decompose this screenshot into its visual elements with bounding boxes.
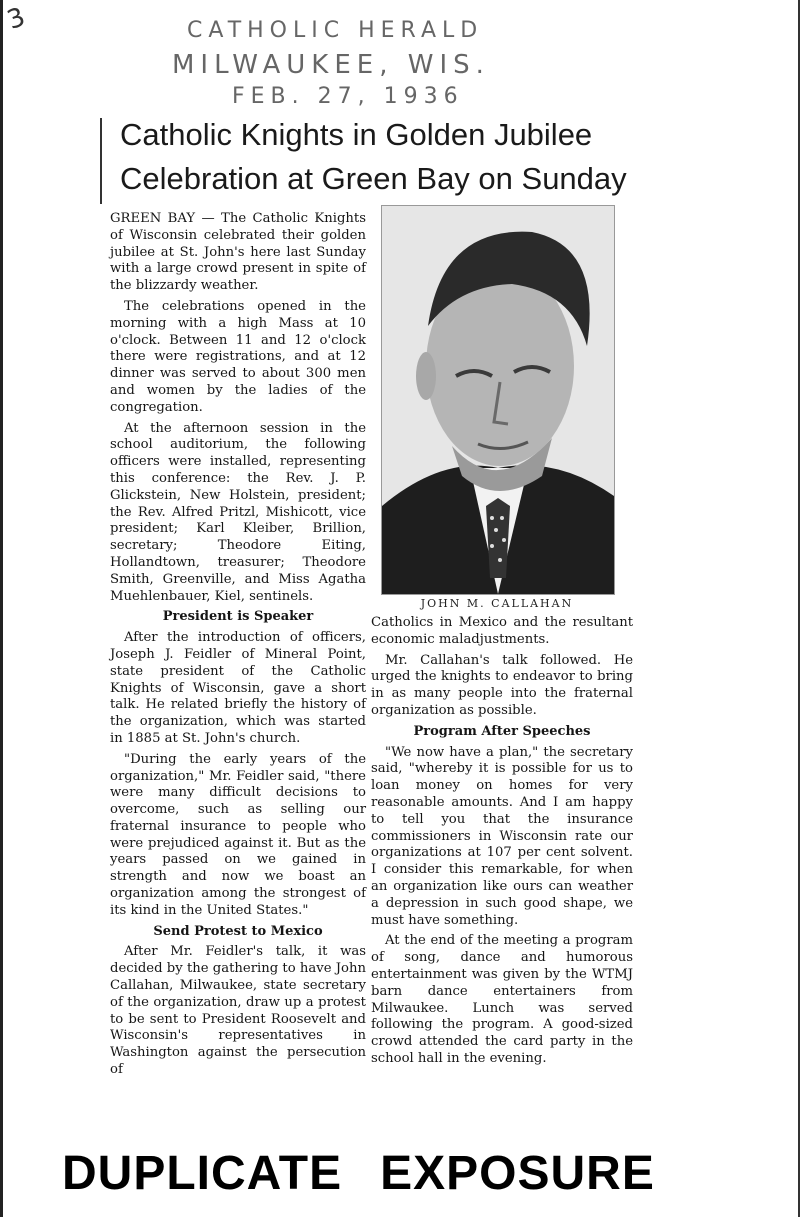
subheading-send-protest: Send Protest to Mexico (153, 923, 323, 939)
article-headline: Catholic Knights in Golden Jubilee Celebration at Green Bay on Sunday (120, 117, 627, 196)
portrait-illustration (382, 206, 614, 594)
stamp-word-duplicate: DUPLICATE (62, 1147, 343, 1200)
headline-rule (100, 118, 102, 204)
handwritten-city: MILWAUKEE, WIS. (172, 50, 490, 80)
handwritten-publication: CATHOLIC HERALD (187, 18, 484, 43)
paragraph: "During the early years of the organization," Mr. Feidler said, "there were many difficult decisions to overcome, such as selling our fraternal insurance to people who were prejudiced against it. But as the years passed on we gained in strength and now we boast an organization among the strongest of its kind in the United States." (110, 751, 366, 918)
duplicate-exposure-stamp (62, 1146, 702, 1201)
portrait-photo (381, 205, 615, 595)
paragraph: At the afternoon session in the school auditorium, the following officers were installed, representing this conference: the Rev. J. P. Glickstein, New Holstein, president; the Rev. Alfred Pritzl, Mishicott, vice president; Karl Kleiber, Brillion, secretary; Theodore Eiting, Hollandtown, treasurer; Theodore Smith, Greenville, and Miss Agatha Muehlenbauer, Kiel, sentinels. (110, 420, 366, 604)
photo-caption: JOHN M. CALLAHAN (420, 597, 574, 610)
paragraph: At the end of the meeting a program of song, dance and humorous entertainment was given by the WTMJ barn dance entertainers from Milwaukee. Lunch was served following the program. A good-sized crowd attended the card party in the school hall in the evening. (371, 933, 633, 1066)
stamp-word-exposure: EXPOSURE (380, 1147, 655, 1200)
paragraph: "We now have a plan," the secretary said, "whereby it is possible for us to loan money on homes for very reasonable amounts. And I am happy to tell you that the insurance commissioners in Wisconsin rate our organizations at 107 per cent solvent. I consider this remarkable, for when an organization like ours can weather a depression in such good shape, we must have something. (371, 744, 633, 928)
handwritten-date: FEB. 27, 1936 (232, 84, 464, 109)
subheading-program-after-speeches: Program After Speeches (413, 723, 591, 739)
paragraph: After the introduction of officers, Joseph J. Feidler of Mineral Point, state president of the Catholic Knights of Wisconsin, gave a short talk. He related briefly the history of the organization, which was started in 1885 at St. John's church. (110, 630, 366, 746)
page-number: 3 (3, 2, 30, 36)
paragraph: Mr. Callahan's talk followed. He urged the knights to endeavor to bring in as many people into the fraternal organization as possible. (371, 652, 633, 718)
subheading-president-is-speaker: President is Speaker (162, 609, 314, 625)
article-column-right (371, 615, 633, 1072)
paragraph: The celebrations opened in the morning with a high Mass at 10 o'clock. Between 11 and 12 o'clock there were registrations, and at 12 dinner was served to about 300 men and women by the ladies of the congregation. (110, 298, 366, 415)
scan-edge-left (0, 0, 3, 1217)
paragraph: GREEN BAY — The Catholic Knights of Wisconsin celebrated their golden jubilee at St. John's here last Sunday with a large crowd present in spite of the blizzardy weather. (110, 211, 366, 294)
paragraph: Catholics in Mexico and the resultant economic maladjustments. (371, 615, 633, 647)
article-column-left (110, 211, 366, 1083)
paragraph: After Mr. Feidler's talk, it was decided by the gathering to have John Callahan, Milwaukee, state secretary of the organization, draw up a protest to be sent to President Roosevelt and Wisconsin's representatives in Washington against the persecution of (110, 944, 366, 1078)
